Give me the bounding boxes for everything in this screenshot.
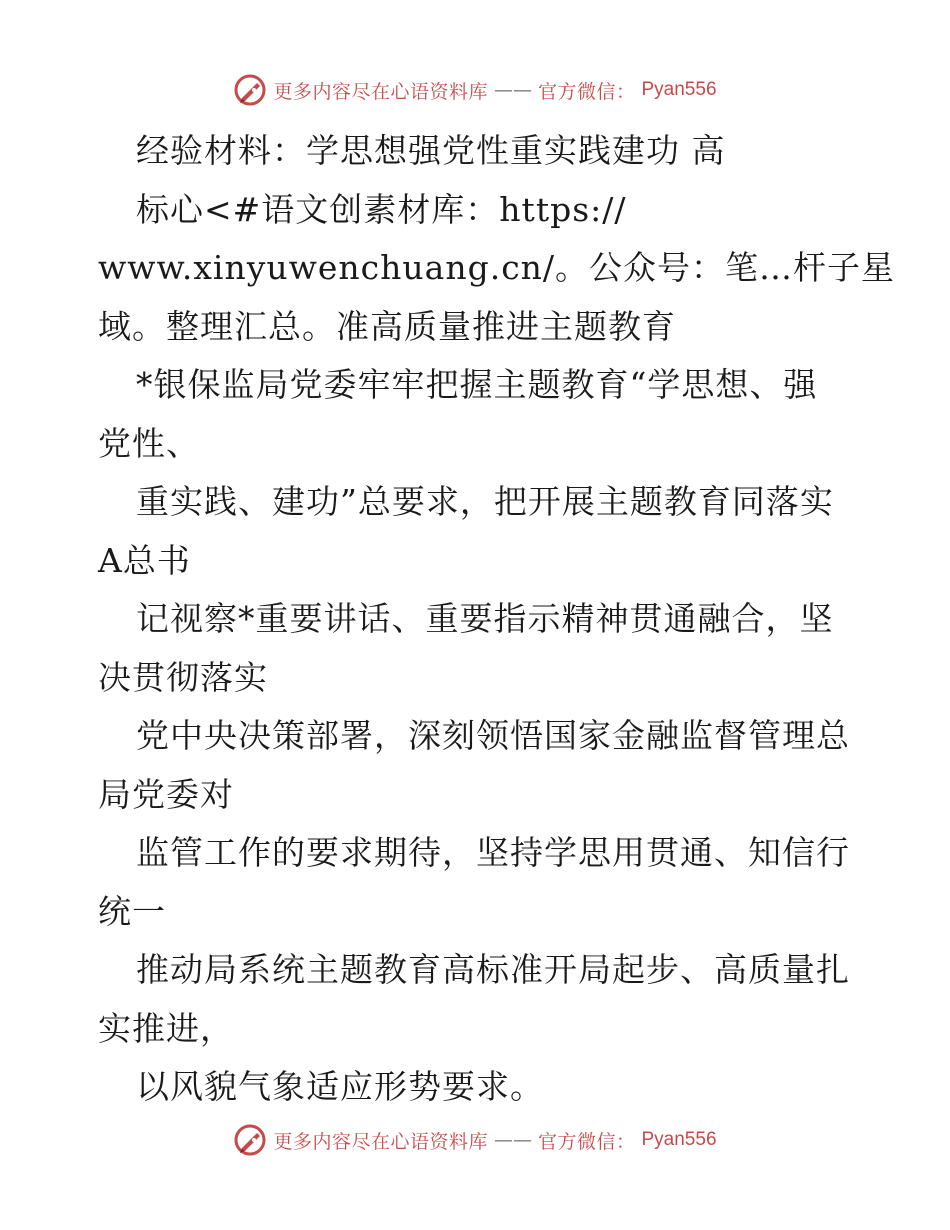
text-line: 决贯彻落实 <box>98 657 268 697</box>
text-line: 局党委对 <box>98 774 234 814</box>
text-line: 监管工作的要求期待，坚持学思用贯通、知信行 <box>136 833 850 872</box>
watermark-group <box>233 73 716 107</box>
pen-logo-icon <box>233 73 267 107</box>
text-line: 党中央决策部署，深刻领悟国家金融监督管理总 <box>136 716 850 755</box>
text-line: www.xinyuwenchuang.cn/。公众号：笔…杆子星 <box>98 248 896 287</box>
watermark-account: Pyan556 <box>641 1129 717 1150</box>
watermark-account-prefix: 官方微信： <box>537 1130 636 1153</box>
text-line: *银保监局党委牢牢把握主题教育“学思想、强 <box>136 365 818 404</box>
pen-logo-icon <box>233 1123 267 1157</box>
text-line: 记视察*重要讲话、重要指示精神贯通融合，坚 <box>136 599 834 638</box>
footer-watermark <box>0 1120 950 1160</box>
text-line: 重实践、建功”总要求，把开展主题教育同落实 <box>136 482 834 521</box>
text-line: 经验材料：学思想强党性重实践建功 高 <box>136 131 726 170</box>
header-watermark <box>0 70 950 110</box>
text-line: 域。整理汇总。准高质量推进主题教育 <box>98 306 676 346</box>
watermark-dash: —— <box>493 1129 532 1151</box>
watermark-label: 更多内容尽在心语资料库 <box>273 1130 488 1153</box>
watermark-account-prefix: 官方微信： <box>537 80 636 103</box>
text-line: 以风貌气象适应形势要求。 <box>136 1067 544 1106</box>
watermark-group <box>233 1123 716 1157</box>
text-line: 实推进， <box>98 1008 234 1048</box>
watermark-account: Pyan556 <box>641 79 717 100</box>
text-line: 统一 <box>98 891 166 931</box>
text-line: 党性、 <box>98 423 200 463</box>
watermark-dash: —— <box>493 79 532 101</box>
text-line: A总书 <box>98 540 191 580</box>
watermark-label: 更多内容尽在心语资料库 <box>273 80 488 103</box>
text-line: 推动局系统主题教育高标准开局起步、高质量扎 <box>136 950 850 989</box>
text-line: 标心<#语文创素材库：https:// <box>136 189 627 229</box>
document-body <box>98 122 896 1117</box>
